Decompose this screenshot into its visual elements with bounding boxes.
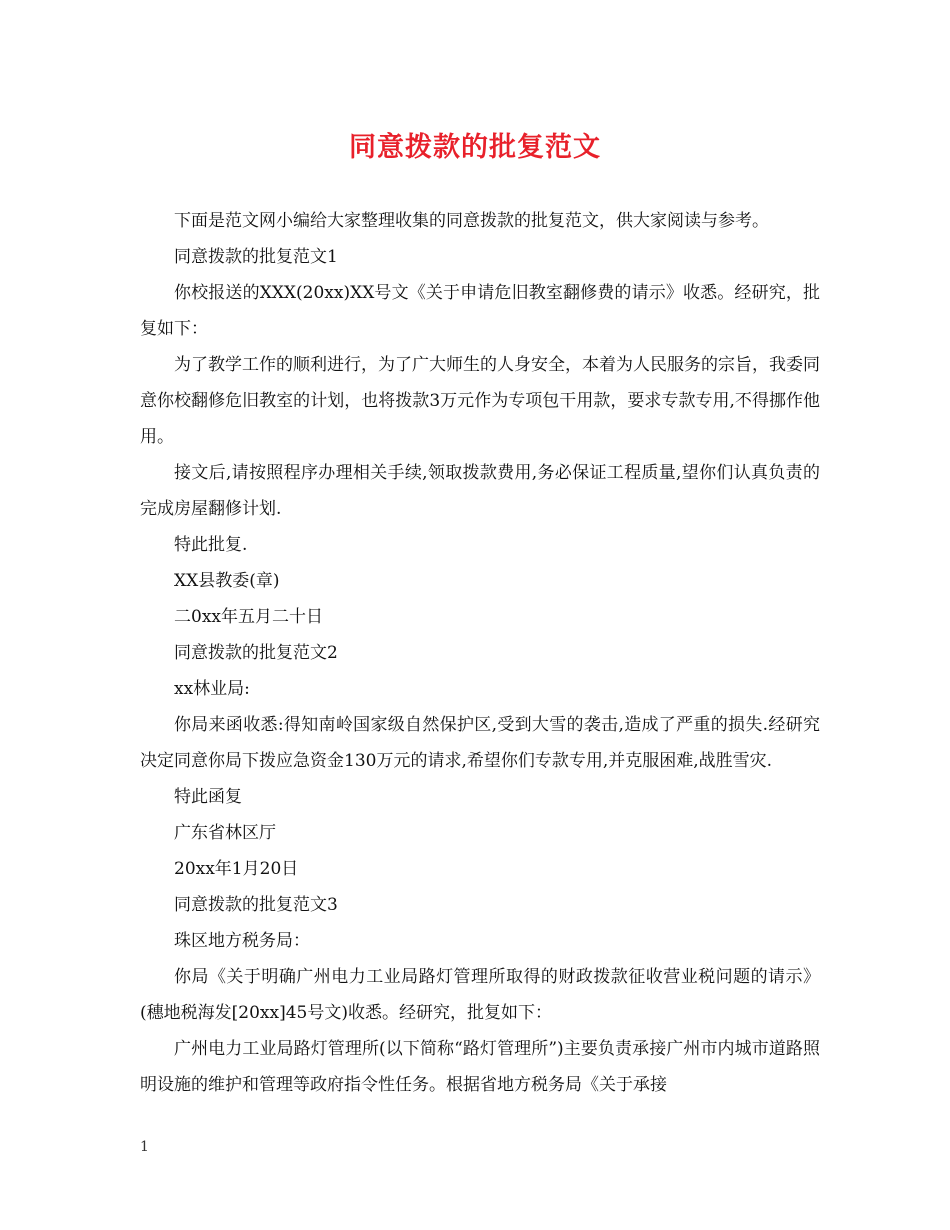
paragraph: 你局《关于明确广州电力工业局路灯管理所取得的财政拨款征收营业税问题的请示》(穗地税海发[20xx]45号文)收悉。经研究，批复如下： bbox=[140, 967, 820, 1023]
signature-issuer: 广东省林区厅 bbox=[174, 823, 276, 843]
addressee: 珠区地方税务局： bbox=[174, 931, 310, 951]
paragraph-intro: 下面是范文网小编给大家整理收集的同意拨款的批复范文，供大家阅读与参考。 bbox=[174, 211, 769, 231]
signature-date: 20xx年1月20日 bbox=[174, 859, 299, 879]
closing-line: 特此函复 bbox=[174, 787, 242, 807]
document-title: 同意拨款的批复范文 bbox=[349, 132, 601, 163]
section-heading-1: 同意拨款的批复范文1 bbox=[174, 247, 338, 267]
signature-date: 二0xx年五月二十日 bbox=[174, 607, 323, 627]
paragraph: 你局来函收悉:得知南岭国家级自然保护区,受到大雪的袭击,造成了严重的损失.经研究决定同意你局下拨应急资金130万元的请求,希望你们专款专用,并克服困难,战胜雪灾. bbox=[140, 715, 820, 771]
paragraph: 你校报送的XXX(20xx)XX号文《关于申请危旧教室翻修费的请示》收悉。经研究，批复如下： bbox=[140, 283, 820, 339]
paragraph: 为了教学工作的顺利进行，为了广大师生的人身安全，本着为人民服务的宗旨，我委同意你校翻修危旧教室的计划，也将拨款3万元作为专项包干用款，要求专款专用,不得挪作他用。 bbox=[140, 355, 820, 447]
document-body bbox=[140, 203, 820, 1103]
section-heading-3: 同意拨款的批复范文3 bbox=[174, 895, 338, 915]
addressee: xx林业局: bbox=[174, 679, 250, 699]
signature-issuer: XX县教委(章) bbox=[174, 571, 280, 591]
page-number: 1 bbox=[140, 1139, 149, 1155]
closing-line: 特此批复. bbox=[174, 535, 248, 555]
section-heading-2: 同意拨款的批复范文2 bbox=[174, 643, 338, 663]
paragraph: 接文后,请按照程序办理相关手续,领取拨款费用,务必保证工程质量,望你们认真负责的完成房屋翻修计划. bbox=[140, 463, 820, 519]
paragraph: 广州电力工业局路灯管理所(以下简称“路灯管理所”)主要负责承接广州市内城市道路照明设施的维护和管理等政府指令性任务。根据省地方税务局《关于承接 bbox=[140, 1039, 820, 1095]
